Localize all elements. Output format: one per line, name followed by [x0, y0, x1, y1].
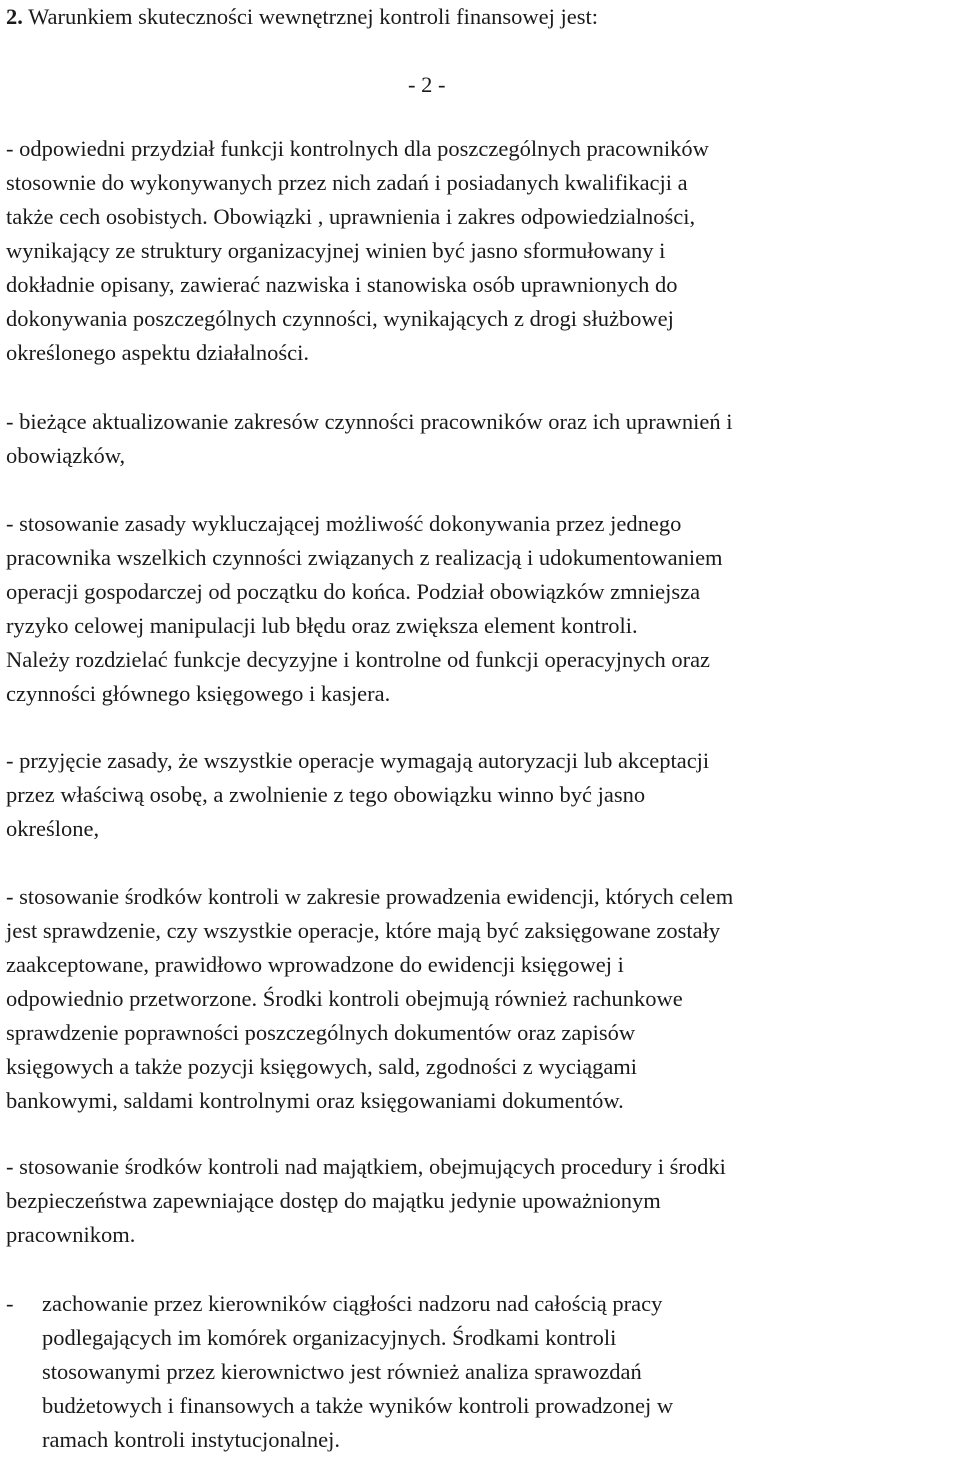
text-line: wynikający ze struktury organizacyjnej winien być jasno sformułowany i: [6, 238, 666, 263]
text-line: podlegających im komórek organizacyjnych. Środkami kontroli: [42, 1325, 617, 1350]
text-line: budżetowych i finansowych a także wyników kontroli prowadzonej w: [42, 1393, 674, 1418]
text-line: bezpieczeństwa zapewniające dostęp do majątku jedynie upoważnionym: [6, 1188, 661, 1213]
text-line: stosowanymi przez kierownictwo jest również analiza sprawozdań: [42, 1359, 642, 1384]
section-heading: [6, 2, 598, 32]
paragraph-5: [6, 880, 956, 1118]
paragraph-6: [6, 1150, 956, 1252]
text-line: pracownika wszelkich czynności związanych z realizacją i udokumentowaniem: [6, 545, 723, 570]
text-line: - stosowanie zasady wykluczającej możliwość dokonywania przez jednego: [6, 511, 682, 536]
text-line: - stosowanie środków kontroli nad majątkiem, obejmujących procedury i środki: [6, 1154, 726, 1179]
text-line: określone,: [6, 816, 100, 841]
text-line: księgowych a także pozycji księgowych, sald, zgodności z wyciągami: [6, 1054, 638, 1079]
list-item-body: [42, 1287, 956, 1457]
text-line: - odpowiedni przydział funkcji kontrolnych dla poszczególnych pracowników: [6, 136, 709, 161]
text-line: zachowanie przez kierowników ciągłości nadzoru nad całością pracy: [42, 1291, 663, 1316]
text-line: bankowymi, saldami kontrolnymi oraz księgowaniami dokumentów.: [6, 1088, 624, 1113]
text-line: ryzyko celowej manipulacji lub błędu oraz zwiększa element kontroli.: [6, 613, 638, 638]
section-number: 2.: [6, 4, 23, 29]
text-line: - przyjęcie zasady, że wszystkie operacje wymagają autoryzacji lub akceptacji: [6, 748, 710, 773]
text-line: stosownie do wykonywanych przez nich zadań i posiadanych kwalifikacji a: [6, 170, 688, 195]
section-title: Warunkiem skuteczności wewnętrznej kontroli finansowej jest:: [28, 4, 598, 29]
text-line: - bieżące aktualizowanie zakresów czynności pracowników oraz ich uprawnień i: [6, 409, 733, 434]
text-line: operacji gospodarczej od początku do końca. Podział obowiązków zmniejsza: [6, 579, 701, 604]
text-line: - stosowanie środków kontroli w zakresie prowadzenia ewidencji, których celem: [6, 884, 734, 909]
paragraph-4: [6, 744, 956, 846]
text-line: dokładnie opisany, zawierać nazwiska i stanowiska osób uprawnionych do: [6, 272, 678, 297]
text-line: jest sprawdzenie, czy wszystkie operacje, które mają być zaksięgowane zostały: [6, 918, 721, 943]
text-line: sprawdzenie poprawności poszczególnych dokumentów oraz zapisów: [6, 1020, 636, 1045]
paragraph-2: [6, 405, 956, 473]
text-line: czynności głównego księgowego i kasjera.: [6, 681, 391, 706]
text-line: ramach kontroli instytucjonalnej.: [42, 1427, 341, 1452]
text-line: obowiązków,: [6, 443, 126, 468]
text-line: Należy rozdzielać funkcje decyzyjne i kontrolne od funkcji operacyjnych oraz: [6, 647, 711, 672]
list-dash: -: [6, 1291, 14, 1316]
text-line: zaakceptowane, prawidłowo wprowadzone do ewidencji księgowej i: [6, 952, 624, 977]
text-line: także cech osobistych. Obowiązki , uprawnienia i zakres odpowiedzialności,: [6, 204, 696, 229]
page-number: - 2 -: [408, 72, 446, 97]
text-line: określonego aspektu działalności.: [6, 340, 310, 365]
text-line: dokonywania poszczególnych czynności, wynikających z drogi służbowej: [6, 306, 674, 331]
text-line: pracownikom.: [6, 1222, 136, 1247]
paragraph-3: [6, 507, 956, 711]
text-line: odpowiednio przetworzone. Środki kontroli obejmują również rachunkowe: [6, 986, 683, 1011]
paragraph-1: [6, 132, 956, 370]
paragraph-7: [6, 1287, 956, 1462]
text-line: przez właściwą osobę, a zwolnienie z tego obowiązku winno być jasno: [6, 782, 646, 807]
